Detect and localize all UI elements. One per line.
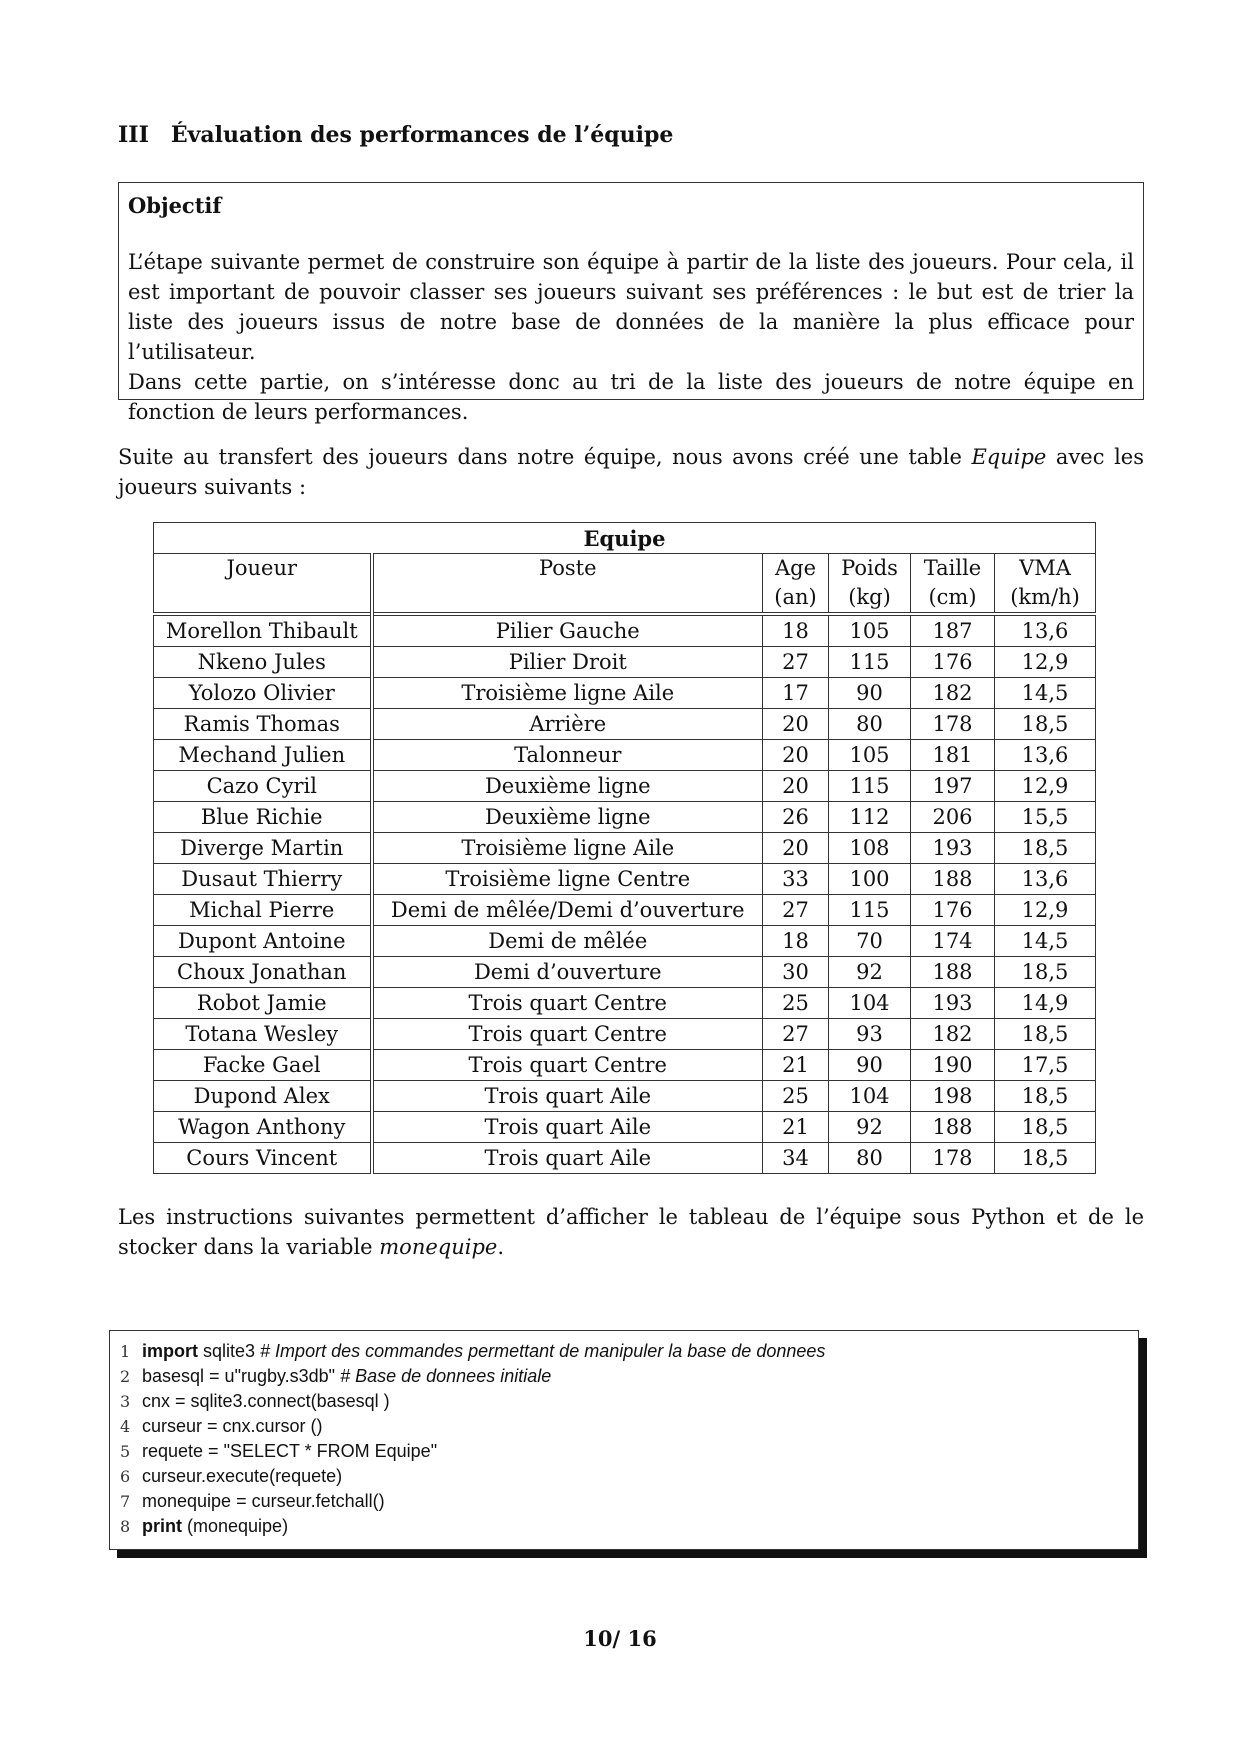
code-keyword: import [142, 1341, 198, 1361]
weight-cell: 80 [829, 1143, 911, 1174]
position-cell: Deuxième ligne [372, 802, 763, 833]
weight-cell: 80 [829, 709, 911, 740]
code-line [120, 1489, 1138, 1514]
height-cell: 182 [911, 1019, 995, 1050]
weight-cell: 92 [829, 957, 911, 988]
height-cell: 188 [911, 864, 995, 895]
header-unit [378, 583, 759, 612]
position-cell: Deuxième ligne [372, 771, 763, 802]
player-name-cell: Dusaut Thierry [154, 864, 372, 895]
weight-cell: 90 [829, 678, 911, 709]
position-cell: Trois quart Aile [372, 1112, 763, 1143]
code-text: requete = "SELECT * FROM Equipe" [142, 1441, 438, 1461]
table-row [154, 833, 1096, 864]
player-name-cell: Dupont Antoine [154, 926, 372, 957]
age-cell: 26 [763, 802, 829, 833]
section-heading [118, 122, 695, 148]
code-text: cnx = sqlite3.connect(basesql ) [142, 1391, 390, 1411]
table-row [154, 678, 1096, 709]
table-row [154, 1112, 1096, 1143]
player-name-cell: Robot Jamie [154, 988, 372, 1019]
column-header [763, 554, 829, 615]
table-row [154, 1019, 1096, 1050]
position-cell: Troisième ligne Aile [372, 678, 763, 709]
position-cell: Trois quart Centre [372, 1050, 763, 1081]
objective-box [118, 182, 1144, 424]
weight-cell: 115 [829, 895, 911, 926]
table-row [154, 802, 1096, 833]
code-text: (monequipe) [182, 1516, 289, 1536]
header-label: Poids [841, 556, 898, 580]
header-unit: (km/h) [1010, 585, 1080, 609]
vma-cell: 13,6 [995, 614, 1096, 647]
age-cell: 20 [763, 833, 829, 864]
player-name-cell: Cazo Cyril [154, 771, 372, 802]
code-line [120, 1389, 1138, 1414]
vma-cell: 13,6 [995, 864, 1096, 895]
vma-cell: 18,5 [995, 1019, 1096, 1050]
player-name-cell: Dupond Alex [154, 1081, 372, 1112]
position-cell: Troisième ligne Aile [372, 833, 763, 864]
age-cell: 27 [763, 1019, 829, 1050]
vma-cell: 12,9 [995, 895, 1096, 926]
code-line [120, 1414, 1138, 1439]
code-listing [109, 1330, 1139, 1550]
column-header [829, 554, 911, 615]
player-name-cell: Morellon Thibault [154, 614, 372, 647]
weight-cell: 90 [829, 1050, 911, 1081]
position-cell: Trois quart Centre [372, 988, 763, 1019]
line-number: 7 [120, 1492, 131, 1511]
weight-cell: 115 [829, 771, 911, 802]
weight-cell: 100 [829, 864, 911, 895]
weight-cell: 108 [829, 833, 911, 864]
height-cell: 182 [911, 678, 995, 709]
code-text: curseur.execute(requete) [142, 1466, 343, 1486]
line-number: 1 [120, 1342, 131, 1361]
age-cell: 20 [763, 740, 829, 771]
position-cell: Troisième ligne Centre [372, 864, 763, 895]
height-cell: 178 [911, 1143, 995, 1174]
table-row [154, 1050, 1096, 1081]
line-number: 6 [120, 1467, 131, 1486]
height-cell: 206 [911, 802, 995, 833]
code-comment: # Import des commandes permettant de manipuler la base de donnees [260, 1341, 826, 1361]
height-cell: 198 [911, 1081, 995, 1112]
height-cell: 181 [911, 740, 995, 771]
position-cell: Demi de mêlée/Demi d’ouverture [372, 895, 763, 926]
weight-cell: 115 [829, 647, 911, 678]
vma-cell: 18,5 [995, 957, 1096, 988]
height-cell: 187 [911, 614, 995, 647]
code-comment: # Base de donnees initiale [340, 1366, 552, 1386]
height-cell: 176 [911, 895, 995, 926]
objective-paragraph: L’étape suivante permet de construire son équipe à partir de la liste des joueurs. Pour cela, il est important de pouvoir classer ses joueurs suivant ses préférences : le but est de trier la liste des joueurs issus de notre base de données de la manière la plus efficace pour l’utilisateur. [128, 250, 1134, 364]
weight-cell: 70 [829, 926, 911, 957]
player-name-cell: Blue Richie [154, 802, 372, 833]
column-header [154, 554, 372, 615]
code-keyword: print [142, 1516, 182, 1536]
objective-paragraph: Dans cette partie, on s’intéresse donc au tri de la liste des joueurs de notre équipe en fonction de leurs performances. [128, 370, 1134, 424]
line-number: 2 [120, 1367, 131, 1386]
code-line [120, 1439, 1138, 1464]
weight-cell: 112 [829, 802, 911, 833]
position-cell: Demi de mêlée [372, 926, 763, 957]
age-cell: 25 [763, 1081, 829, 1112]
weight-cell: 93 [829, 1019, 911, 1050]
player-name-cell: Wagon Anthony [154, 1112, 372, 1143]
code-line [120, 1339, 1138, 1364]
weight-cell: 104 [829, 988, 911, 1019]
weight-cell: 92 [829, 1112, 911, 1143]
age-cell: 21 [763, 1050, 829, 1081]
height-cell: 188 [911, 1112, 995, 1143]
intro-text: Suite au transfert des joueurs dans notre équipe, nous avons créé une table [118, 445, 972, 469]
table-row [154, 771, 1096, 802]
table-name: Equipe [971, 445, 1047, 469]
header-label: Taille [923, 556, 982, 580]
age-cell: 27 [763, 895, 829, 926]
age-cell: 33 [763, 864, 829, 895]
age-cell: 21 [763, 1112, 829, 1143]
intro-text: avec les joueurs suivants : [118, 445, 1144, 499]
code-line [120, 1464, 1138, 1489]
section-title: Évaluation des performances de l’équipe [170, 122, 674, 148]
height-cell: 178 [911, 709, 995, 740]
table-row [154, 1143, 1096, 1174]
age-cell: 20 [763, 771, 829, 802]
equipe-table [153, 522, 1096, 1174]
age-cell: 18 [763, 614, 829, 647]
table-row [154, 895, 1096, 926]
weight-cell: 105 [829, 740, 911, 771]
column-header [372, 554, 763, 615]
position-cell: Pilier Gauche [372, 614, 763, 647]
height-cell: 188 [911, 957, 995, 988]
line-number: 5 [120, 1442, 131, 1461]
table-row [154, 740, 1096, 771]
position-cell: Demi d’ouverture [372, 957, 763, 988]
table-row [154, 988, 1096, 1019]
table-row [154, 926, 1096, 957]
player-name-cell: Cours Vincent [154, 1143, 372, 1174]
table-row [154, 1081, 1096, 1112]
weight-cell: 104 [829, 1081, 911, 1112]
player-name-cell: Ramis Thomas [154, 709, 372, 740]
outro-text: Les instructions suivantes permettent d’afficher le tableau de l’équipe sous Python et de le stocker dans la variable [118, 1205, 1144, 1259]
section-number: III [118, 122, 149, 148]
height-cell: 193 [911, 988, 995, 1019]
vma-cell: 12,9 [995, 647, 1096, 678]
header-unit: (an) [774, 585, 817, 609]
player-name-cell: Diverge Martin [154, 833, 372, 864]
code-line [120, 1364, 1138, 1389]
line-number: 3 [120, 1392, 131, 1411]
player-name-cell: Nkeno Jules [154, 647, 372, 678]
vma-cell: 18,5 [995, 1081, 1096, 1112]
position-cell: Trois quart Centre [372, 1019, 763, 1050]
vma-cell: 15,5 [995, 802, 1096, 833]
code-line [120, 1514, 1138, 1539]
intro-paragraph [118, 442, 1144, 502]
outro-paragraph [118, 1202, 1144, 1262]
column-header [995, 554, 1096, 615]
age-cell: 34 [763, 1143, 829, 1174]
table-row [154, 647, 1096, 678]
header-unit: (kg) [848, 585, 891, 609]
vma-cell: 17,5 [995, 1050, 1096, 1081]
header-label: Joueur [226, 556, 298, 580]
position-cell: Pilier Droit [372, 647, 763, 678]
variable-name: monequipe [379, 1235, 498, 1259]
vma-cell: 14,5 [995, 678, 1096, 709]
player-name-cell: Choux Jonathan [154, 957, 372, 988]
player-name-cell: Mechand Julien [154, 740, 372, 771]
code-text: sqlite3 [198, 1341, 261, 1361]
player-name-cell: Facke Gael [154, 1050, 372, 1081]
line-number: 4 [120, 1417, 131, 1436]
column-header [911, 554, 995, 615]
weight-cell: 105 [829, 614, 911, 647]
table-row [154, 864, 1096, 895]
position-cell: Arrière [372, 709, 763, 740]
height-cell: 174 [911, 926, 995, 957]
objective-title: Objectif [128, 193, 222, 218]
vma-cell: 18,5 [995, 1112, 1096, 1143]
position-cell: Trois quart Aile [372, 1143, 763, 1174]
table-row [154, 709, 1096, 740]
height-cell: 176 [911, 647, 995, 678]
vma-cell: 12,9 [995, 771, 1096, 802]
code-text: basesql = u"rugby.s3db" [142, 1366, 341, 1386]
table-row [154, 957, 1096, 988]
position-cell: Talonneur [372, 740, 763, 771]
height-cell: 193 [911, 833, 995, 864]
age-cell: 18 [763, 926, 829, 957]
code-text: curseur = cnx.cursor () [142, 1416, 323, 1436]
page-number: 10/ 16 [583, 1626, 657, 1651]
player-name-cell: Michal Pierre [154, 895, 372, 926]
player-name-cell: Yolozo Olivier [154, 678, 372, 709]
header-label: VMA [1019, 556, 1071, 580]
age-cell: 27 [763, 647, 829, 678]
line-number: 8 [120, 1517, 131, 1536]
player-name-cell: Totana Wesley [154, 1019, 372, 1050]
header-label: Poste [538, 556, 597, 580]
code-text: monequipe = curseur.fetchall() [142, 1491, 385, 1511]
age-cell: 20 [763, 709, 829, 740]
header-unit [158, 583, 366, 612]
age-cell: 17 [763, 678, 829, 709]
vma-cell: 14,5 [995, 926, 1096, 957]
age-cell: 25 [763, 988, 829, 1019]
position-cell: Trois quart Aile [372, 1081, 763, 1112]
vma-cell: 18,5 [995, 1143, 1096, 1174]
table-title: Equipe [154, 523, 1096, 554]
header-unit: (cm) [928, 585, 977, 609]
vma-cell: 13,6 [995, 740, 1096, 771]
table-row [154, 614, 1096, 647]
height-cell: 190 [911, 1050, 995, 1081]
age-cell: 30 [763, 957, 829, 988]
vma-cell: 14,9 [995, 988, 1096, 1019]
height-cell: 197 [911, 771, 995, 802]
vma-cell: 18,5 [995, 709, 1096, 740]
outro-text: . [497, 1235, 505, 1259]
vma-cell: 18,5 [995, 833, 1096, 864]
header-label: Age [774, 556, 817, 580]
